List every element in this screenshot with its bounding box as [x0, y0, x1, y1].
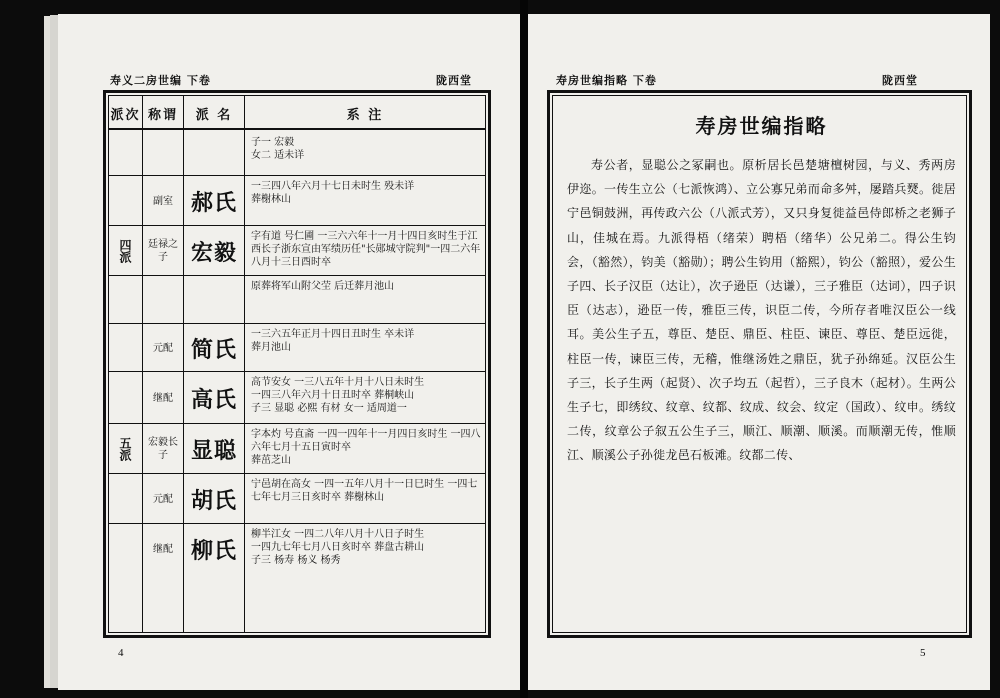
name-cell	[184, 132, 244, 176]
generation-cell	[109, 176, 142, 226]
header-name: 派 名	[195, 107, 233, 123]
generation-cell: 四派	[118, 239, 132, 263]
title-cell: 元配	[153, 342, 173, 354]
generation-cell	[109, 372, 142, 424]
right-page	[528, 14, 990, 690]
table-row	[109, 132, 485, 176]
title-cell: 元配	[153, 493, 173, 505]
section-title: 寿房世编指略	[695, 114, 828, 138]
generation-cell	[109, 324, 142, 372]
name-cell: 简氏	[190, 336, 237, 363]
left-running-head: 寿义二房世编 下卷	[110, 74, 211, 87]
name-cell: 柳氏	[190, 537, 237, 564]
title-cell	[143, 132, 183, 176]
note-cell: 字本灼 号直斋 一四一四年十一月四日亥时生 一四八六年七月十五日寅时卒 葬茁芝山	[251, 429, 481, 466]
table-row	[109, 424, 485, 474]
table-header	[109, 96, 485, 130]
title-cell: 继配	[153, 543, 173, 555]
right-page-number: 5	[920, 647, 926, 659]
note-cell: 子一 宏毅 女二 适未详	[251, 137, 305, 161]
name-cell: 宏毅	[190, 239, 237, 266]
left-page-number: 4	[118, 647, 124, 659]
note-cell: 原葬将军山附父茔 后迁葬月池山	[251, 281, 395, 292]
text-frame-inner	[552, 95, 967, 633]
table-row	[109, 176, 485, 226]
note-cell: 一三六五年正月十四日丑时生 卒未详 葬月池山	[251, 329, 415, 353]
header-note: 系 注	[346, 107, 384, 123]
note-cell: 宁邑胡在高女 一四一五年八月十一日巳时生 一四七七年七月三日亥时卒 葬榭林山	[251, 479, 478, 503]
table-row	[109, 372, 485, 424]
table-row	[109, 324, 485, 372]
title-cell: 宏毅长子	[148, 437, 178, 461]
text-frame	[547, 90, 972, 638]
note-cell: 一三四八年六月十七日未时生 殁未详 葬榭林山	[251, 181, 415, 205]
name-cell	[184, 276, 244, 324]
header-generation: 派次	[110, 107, 141, 123]
table-row	[109, 276, 485, 324]
generation-cell	[109, 276, 142, 324]
title-cell	[143, 276, 183, 324]
note-cell: 字有道 号仁圃 一三六六年十一月十四日亥时生于江西长子浙东宣由军绩历任"长郧城守院判"一四二六年八月十三日酉时卒	[251, 231, 481, 268]
name-cell: 郝氏	[190, 189, 237, 216]
generation-cell	[109, 132, 142, 176]
genealogy-table	[103, 90, 491, 638]
left-page	[58, 14, 520, 690]
name-cell: 高氏	[190, 386, 237, 413]
section-body: 寿公者，显聪公之冢嗣也。原析居长邑楚塘檀树园，与义、秀两房伊迩。一传生立公（七派恢鸿）、立公寡兄弟而命多舛，屡踏兵燹。徙居宁邑铜鼓洲，再传政六公（八派式芳），又只身复徙益邑侍郎桥之老狮子山，佳城在焉。九派得梧（绪荣）聘梧（绪华）公兄弟二。得公生钧会，（豁然），钧美（豁勋）；聘公生钧用（豁熙），钧公（豁照），爱公生子四、长子汉臣（达让），次子逊臣（达谦），三子雅臣（达词），四子识臣（达志），逊臣一传，雅臣三传，识臣二传，今所存者唯汉臣公一线耳。美公生子五，尊臣、楚臣、鼎臣、柱臣、谏臣、尊臣、楚臣远徙，柱臣一传，谏臣三传，无稽，惟继汤姓之鼎臣，犹子孙绵延。汉臣公生子三，长子生两（起贤）、次子均五（起哲），三子良木（起材）。生两公生子七，即绣纹、纹章、纹都、纹成、纹会、纹定（国政）、纹申。绣纹二传，纹章公子叙五公生子三，顺江、顺潮、顺溪。而顺潮无传，惟顺江、顺溪公子孙徙龙邑石板滩。纹都二传、	[567, 158, 956, 463]
right-running-head: 寿房世编指略 下卷	[556, 74, 657, 87]
title-cell: 副室	[153, 195, 173, 207]
name-cell: 胡氏	[190, 487, 237, 514]
generation-cell: 五派	[118, 437, 132, 461]
right-hall-name: 陇西堂	[882, 74, 918, 87]
generation-cell	[109, 474, 142, 524]
table-row	[109, 524, 485, 574]
left-hall-name: 陇西堂	[436, 74, 472, 87]
table-row	[109, 474, 485, 524]
title-cell: 继配	[153, 392, 173, 404]
genealogy-table-inner	[108, 95, 486, 633]
name-cell: 显聪	[190, 437, 237, 464]
table-row	[109, 226, 485, 276]
generation-cell	[109, 524, 142, 574]
note-cell: 柳半江女 一四二八年八月十八日子时生 一四九七年七月八日亥时卒 葬盘古耕山 子三 杨寿 杨义 杨秀	[251, 529, 425, 566]
title-cell: 廷禄之子	[148, 239, 178, 263]
note-cell: 高节安女 一三八五年十月十八日未时生 一四三八年六月十日丑时卒 葬桐峡山 子三 显聪 必熙 有材 女一 适周道一	[251, 377, 425, 414]
book-gutter	[520, 0, 528, 698]
header-title: 称谓	[147, 107, 178, 123]
